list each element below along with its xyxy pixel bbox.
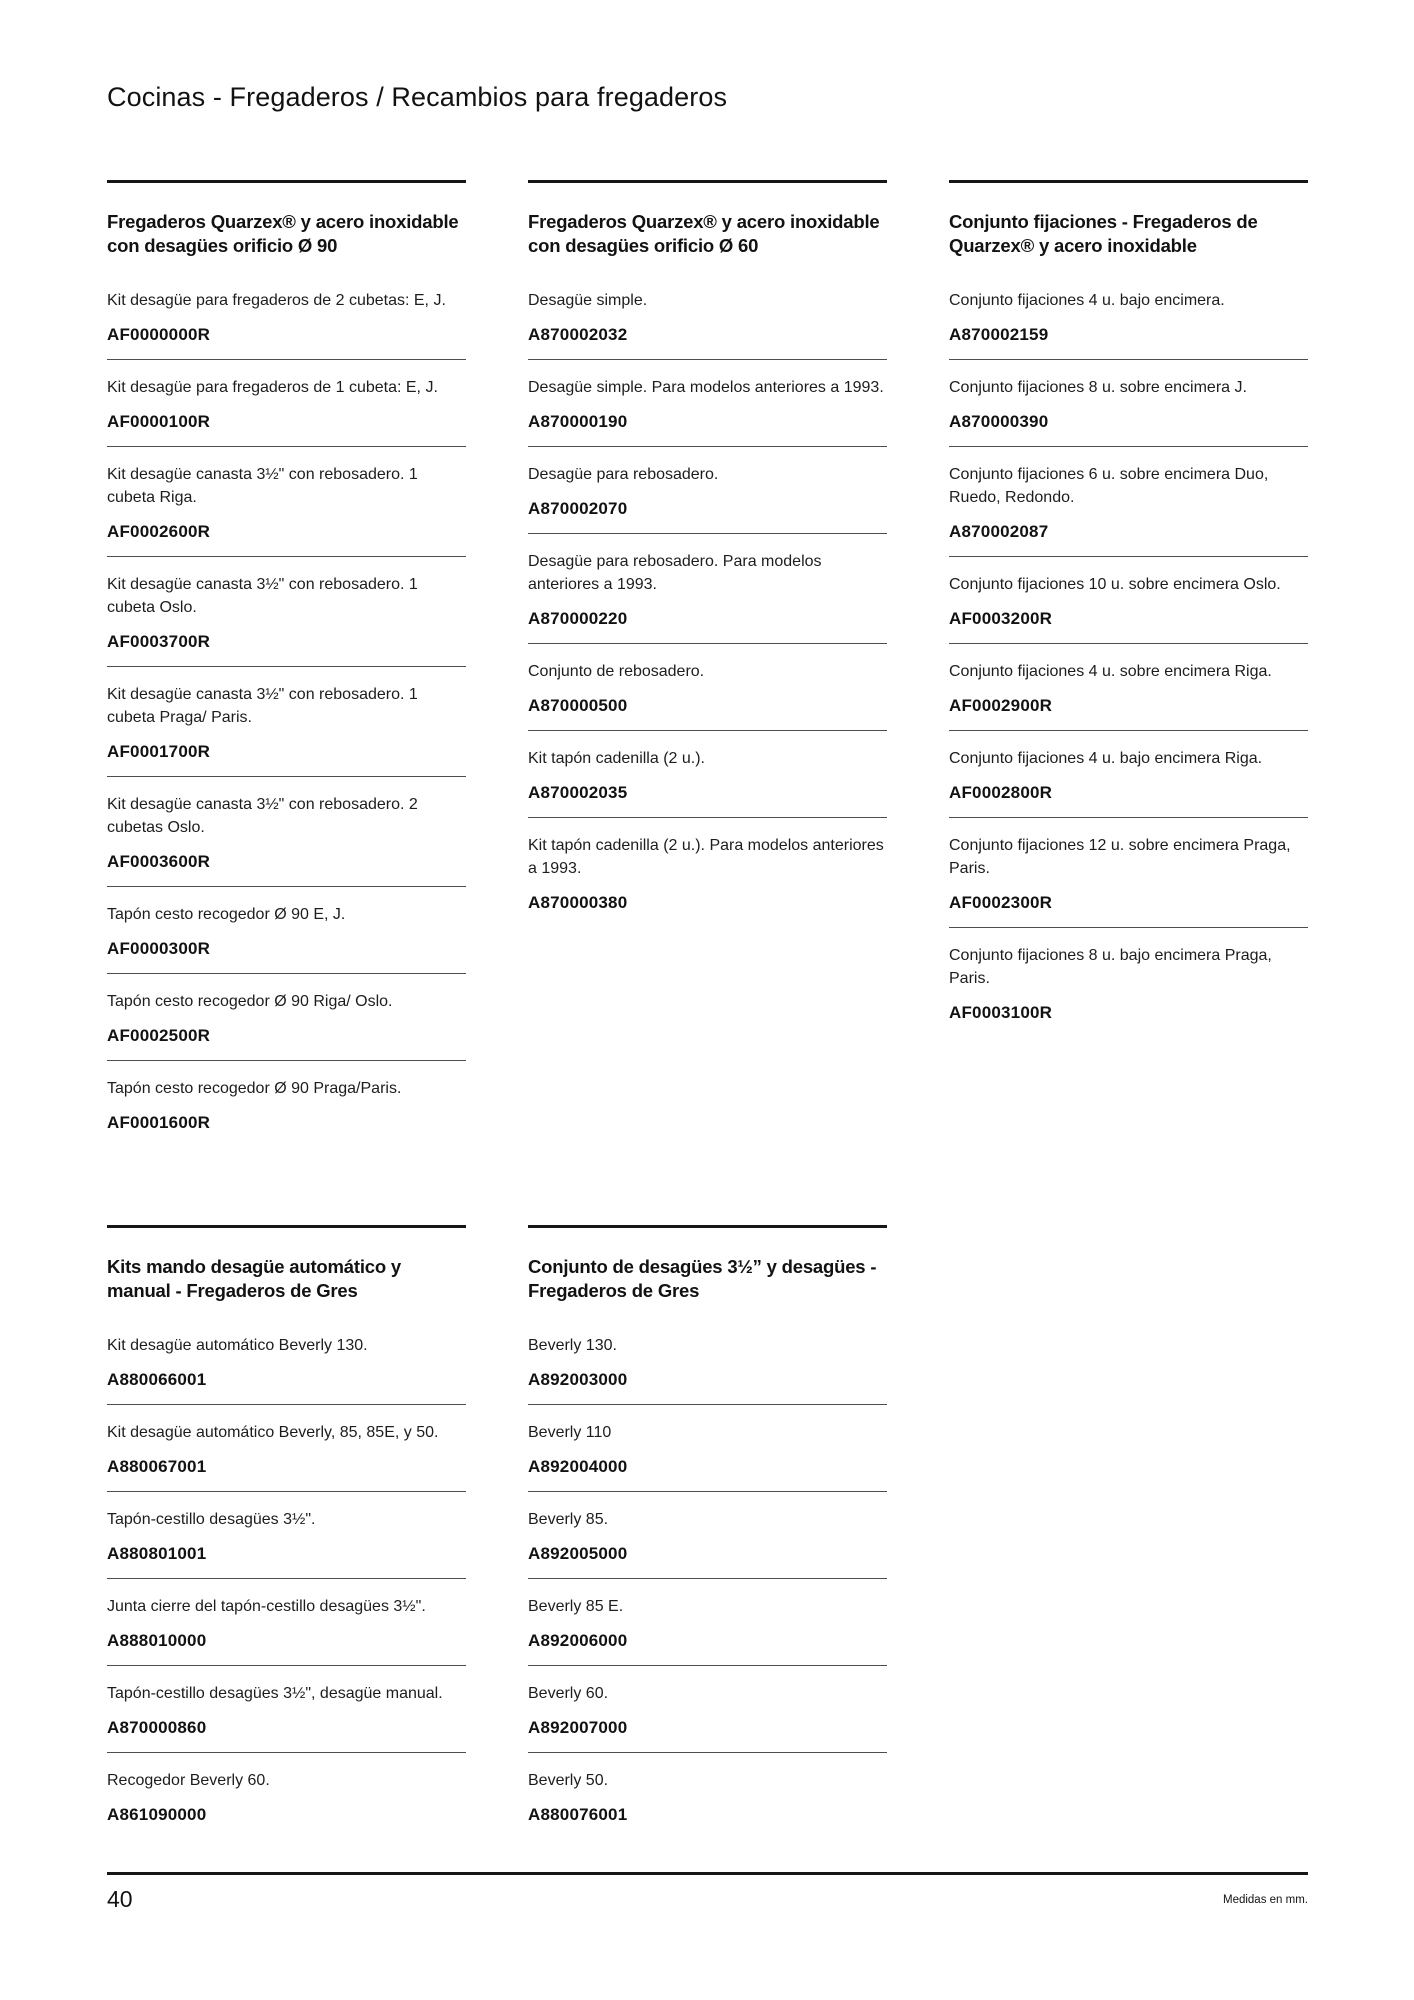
product-code: AF0002900R bbox=[949, 696, 1053, 715]
section-kits-mando-gres bbox=[107, 1225, 466, 1839]
product-item bbox=[528, 643, 887, 730]
product-description: Tapón-cestillo desagües 3½". bbox=[107, 1511, 316, 1528]
product-item bbox=[107, 666, 466, 776]
product-item bbox=[949, 927, 1308, 1037]
product-item bbox=[107, 973, 466, 1060]
product-description: Desagüe simple. Para modelos anteriores a 1993. bbox=[528, 379, 884, 396]
product-item bbox=[949, 446, 1308, 556]
section-desagues-gres bbox=[528, 1225, 887, 1839]
product-description: Kit desagüe para fregaderos de 2 cubetas: E, J. bbox=[107, 292, 446, 309]
product-code: AF0000000R bbox=[107, 325, 211, 344]
product-description: Beverly 110 bbox=[528, 1424, 612, 1441]
product-description: Desagüe para rebosadero. bbox=[528, 466, 719, 483]
product-description: Beverly 50. bbox=[528, 1772, 609, 1789]
product-item bbox=[949, 643, 1308, 730]
product-item bbox=[949, 730, 1308, 817]
product-description: Conjunto fijaciones 4 u. bajo encimera. bbox=[949, 292, 1225, 309]
product-code: A870000190 bbox=[528, 412, 628, 431]
product-description: Beverly 85. bbox=[528, 1511, 609, 1528]
product-description: Tapón cesto recogedor Ø 90 Praga/Paris. bbox=[107, 1080, 402, 1097]
product-item bbox=[528, 359, 887, 446]
section-quarzex-o90 bbox=[107, 180, 466, 1147]
product-code: A880801001 bbox=[107, 1544, 207, 1563]
top-sections-row bbox=[107, 180, 1308, 1147]
product-code: A892004000 bbox=[528, 1457, 628, 1476]
product-item bbox=[528, 273, 887, 359]
section-heading: Conjunto fijaciones - Fregaderos de Quarzex® y acero inoxidable bbox=[949, 211, 1258, 256]
product-description: Junta cierre del tapón-cestillo desagües 3½". bbox=[107, 1598, 426, 1615]
product-item bbox=[949, 273, 1308, 359]
product-item bbox=[107, 1578, 466, 1665]
product-code: A870002035 bbox=[528, 783, 628, 802]
product-code: AF0000100R bbox=[107, 412, 211, 431]
product-item bbox=[107, 1404, 466, 1491]
product-code: AF0002800R bbox=[949, 783, 1053, 802]
product-description: Kit desagüe canasta 3½" con rebosadero. 1 cubeta Riga. bbox=[107, 466, 418, 506]
measurements-note: Medidas en mm. bbox=[1222, 1894, 1308, 1906]
product-description: Tapón-cestillo desagües 3½", desagüe manual. bbox=[107, 1685, 443, 1702]
product-code: AF0002500R bbox=[107, 1026, 211, 1045]
product-code: A870002070 bbox=[528, 499, 628, 518]
product-item bbox=[107, 359, 466, 446]
product-item bbox=[528, 1578, 887, 1665]
bottom-sections-row bbox=[107, 1225, 1308, 1839]
product-description: Conjunto fijaciones 4 u. bajo encimera Riga. bbox=[949, 750, 1263, 767]
product-code: A870000500 bbox=[528, 696, 628, 715]
product-code: A892005000 bbox=[528, 1544, 628, 1563]
product-description: Kit desagüe canasta 3½" con rebosadero. 1 cubeta Praga/ Paris. bbox=[107, 686, 418, 726]
product-item bbox=[107, 273, 466, 359]
product-item bbox=[528, 446, 887, 533]
product-item bbox=[107, 886, 466, 973]
product-code: A870000380 bbox=[528, 893, 628, 912]
section-heading: Fregaderos Quarzex® y acero inoxidable con desagües orificio Ø 90 bbox=[107, 211, 459, 256]
section-heading: Fregaderos Quarzex® y acero inoxidable con desagües orificio Ø 60 bbox=[528, 211, 880, 256]
product-item bbox=[107, 1665, 466, 1752]
product-description: Conjunto fijaciones 6 u. sobre encimera Duo, Ruedo, Redondo. bbox=[949, 466, 1269, 506]
product-description: Kit desagüe canasta 3½" con rebosadero. 1 cubeta Oslo. bbox=[107, 576, 418, 616]
product-code: A870002032 bbox=[528, 325, 628, 344]
product-description: Kit tapón cadenilla (2 u.). Para modelos anteriores a 1993. bbox=[528, 837, 884, 877]
product-item bbox=[107, 1060, 466, 1147]
product-description: Conjunto fijaciones 8 u. bajo encimera Praga, Paris. bbox=[949, 947, 1272, 987]
section-quarzex-o60 bbox=[528, 180, 887, 1147]
product-item bbox=[528, 1491, 887, 1578]
page-title: Cocinas - Fregaderos / Recambios para fregaderos bbox=[107, 82, 728, 112]
product-description: Conjunto fijaciones 10 u. sobre encimera Oslo. bbox=[949, 576, 1281, 593]
product-description: Kit desagüe para fregaderos de 1 cubeta: E, J. bbox=[107, 379, 438, 396]
product-description: Beverly 85 E. bbox=[528, 1598, 624, 1615]
product-item bbox=[107, 1491, 466, 1578]
product-code: AF0002300R bbox=[949, 893, 1053, 912]
product-code: A880067001 bbox=[107, 1457, 207, 1476]
product-description: Beverly 60. bbox=[528, 1685, 609, 1702]
product-code: AF0002600R bbox=[107, 522, 211, 541]
product-item bbox=[528, 1318, 887, 1404]
product-code: AF0001700R bbox=[107, 742, 211, 761]
product-code: A892007000 bbox=[528, 1718, 628, 1737]
product-item bbox=[107, 776, 466, 886]
product-item bbox=[949, 359, 1308, 446]
product-description: Conjunto fijaciones 12 u. sobre encimera Praga, Paris. bbox=[949, 837, 1291, 877]
page-number: 40 bbox=[107, 1886, 133, 1912]
product-item bbox=[107, 446, 466, 556]
product-code: A870000220 bbox=[528, 609, 628, 628]
product-description: Conjunto de rebosadero. bbox=[528, 663, 705, 680]
product-code: A880076001 bbox=[528, 1805, 628, 1824]
section-heading: Kits mando desagüe automático y manual - Fregaderos de Gres bbox=[107, 1256, 401, 1301]
product-description: Tapón cesto recogedor Ø 90 E, J. bbox=[107, 906, 346, 923]
product-item bbox=[107, 1318, 466, 1404]
footer-rule bbox=[107, 1872, 1308, 1875]
product-code: AF0001600R bbox=[107, 1113, 211, 1132]
product-item bbox=[528, 1752, 887, 1839]
product-code: AF0000300R bbox=[107, 939, 211, 958]
product-code: A892006000 bbox=[528, 1631, 628, 1650]
product-code: A861090000 bbox=[107, 1805, 207, 1824]
product-description: Beverly 130. bbox=[528, 1337, 617, 1354]
product-item bbox=[528, 730, 887, 817]
product-code: A870000390 bbox=[949, 412, 1049, 431]
section-heading: Conjunto de desagües 3½” y desagües - Fregaderos de Gres bbox=[528, 1256, 877, 1301]
product-description: Tapón cesto recogedor Ø 90 Riga/ Oslo. bbox=[107, 993, 393, 1010]
product-code: A870002159 bbox=[949, 325, 1049, 344]
product-code: A870002087 bbox=[949, 522, 1049, 541]
product-description: Kit tapón cadenilla (2 u.). bbox=[528, 750, 705, 767]
product-item bbox=[107, 556, 466, 666]
product-item bbox=[528, 1404, 887, 1491]
product-description: Conjunto fijaciones 4 u. sobre encimera Riga. bbox=[949, 663, 1272, 680]
product-description: Kit desagüe canasta 3½" con rebosadero. 2 cubetas Oslo. bbox=[107, 796, 418, 836]
product-description: Conjunto fijaciones 8 u. sobre encimera J. bbox=[949, 379, 1247, 396]
product-item bbox=[528, 533, 887, 643]
section-fijaciones bbox=[949, 180, 1308, 1147]
product-item bbox=[528, 1665, 887, 1752]
empty-column bbox=[949, 1225, 1308, 1839]
product-description: Kit desagüe automático Beverly 130. bbox=[107, 1337, 368, 1354]
product-code: AF0003200R bbox=[949, 609, 1053, 628]
product-description: Desagüe simple. bbox=[528, 292, 648, 309]
product-code: AF0003100R bbox=[949, 1003, 1053, 1022]
product-code: A880066001 bbox=[107, 1370, 207, 1389]
product-code: AF0003600R bbox=[107, 852, 211, 871]
product-description: Kit desagüe automático Beverly, 85, 85E, y 50. bbox=[107, 1424, 439, 1441]
product-item bbox=[949, 556, 1308, 643]
product-description: Recogedor Beverly 60. bbox=[107, 1772, 270, 1789]
product-code: A870000860 bbox=[107, 1718, 207, 1737]
product-code: A888010000 bbox=[107, 1631, 207, 1650]
product-item bbox=[949, 817, 1308, 927]
product-item bbox=[107, 1752, 466, 1839]
product-description: Desagüe para rebosadero. Para modelos anteriores a 1993. bbox=[528, 553, 822, 593]
product-code: AF0003700R bbox=[107, 632, 211, 651]
product-code: A892003000 bbox=[528, 1370, 628, 1389]
product-item bbox=[528, 817, 887, 927]
